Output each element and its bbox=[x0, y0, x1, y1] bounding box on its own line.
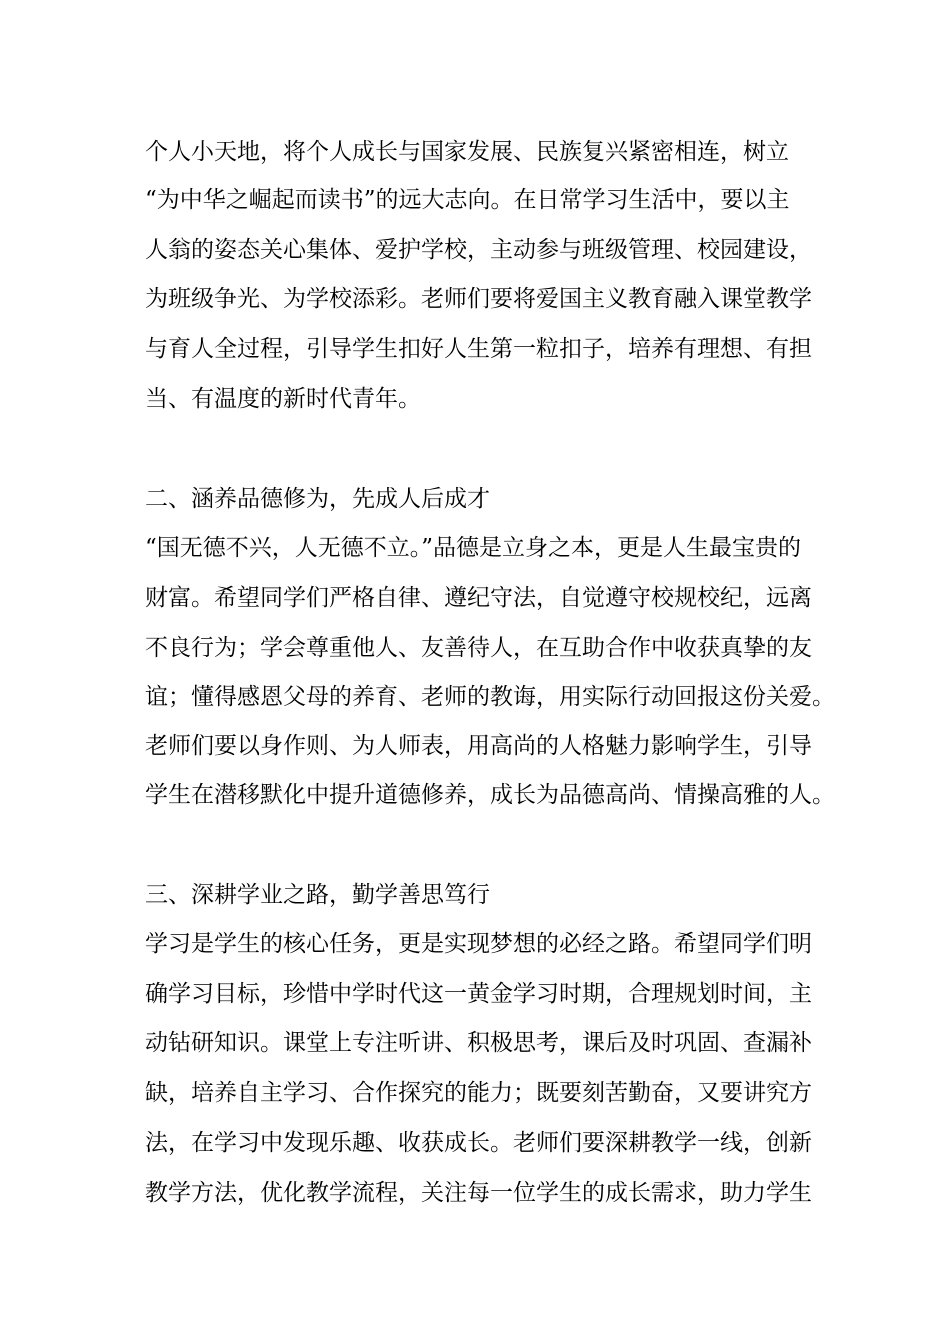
paragraph-line: “国无德不兴，人无德不立。”品德是立身之本，更是人生最宝贵的 bbox=[145, 535, 802, 561]
paragraph-line: 老师们要以身作则、为人师表，用高尚的人格魅力影响学生，引导 bbox=[145, 733, 812, 759]
paragraph-line: 当、有温度的新时代青年。 bbox=[145, 386, 421, 412]
paragraph-line: “为中华之崛起而读书”的远大志向。在日常学习生活中，要以主 bbox=[145, 187, 790, 213]
paragraph-line: 学生在潜移默化中提升道德修养，成长为品德高尚、情操高雅的人。 bbox=[145, 782, 835, 808]
paragraph-line: 财富。希望同学们严格自律、遵纪守法，自觉遵守校规校纪，远离 bbox=[145, 585, 812, 611]
paragraph-line: 为班级争光、为学校添彩。老师们要将爱国主义教育融入课堂教学 bbox=[145, 286, 812, 312]
paragraph-line: 不良行为；学会尊重他人、友善待人，在互助合作中收获真挚的友 bbox=[145, 635, 812, 661]
paragraph-line: 动钻研知识。课堂上专注听讲、积极思考，课后及时巩固、查漏补 bbox=[145, 1030, 812, 1056]
paragraph-line: 教学方法，优化教学流程，关注每一位学生的成长需求，助力学生 bbox=[145, 1180, 812, 1206]
paragraph-line: 谊；懂得感恩父母的养育、老师的教诲，用实际行动回报这份关爱。 bbox=[145, 684, 835, 710]
paragraph-line: 与育人全过程，引导学生扣好人生第一粒扣子，培养有理想、有担 bbox=[145, 336, 812, 362]
paragraph-line: 个人小天地，将个人成长与国家发展、民族复兴紧密相连，树立 bbox=[145, 139, 789, 165]
section-heading: 二、涵养品德修为，先成人后成才 bbox=[145, 486, 490, 512]
paragraph-line: 学习是学生的核心任务，更是实现梦想的必经之路。希望同学们明 bbox=[145, 931, 812, 957]
paragraph-line: 确学习目标，珍惜中学时代这一黄金学习时期，合理规划时间，主 bbox=[145, 981, 812, 1007]
section-heading: 三、深耕学业之路，勤学善思笃行 bbox=[145, 882, 490, 908]
paragraph-line: 缺，培养自主学习、合作探究的能力；既要刻苦勤奋，又要讲究方 bbox=[145, 1080, 812, 1106]
paragraph-line: 人翁的姿态关心集体、爱护学校，主动参与班级管理、校园建设， bbox=[145, 237, 812, 263]
paragraph-line: 法，在学习中发现乐趣、收获成长。老师们要深耕教学一线，创新 bbox=[145, 1130, 812, 1156]
